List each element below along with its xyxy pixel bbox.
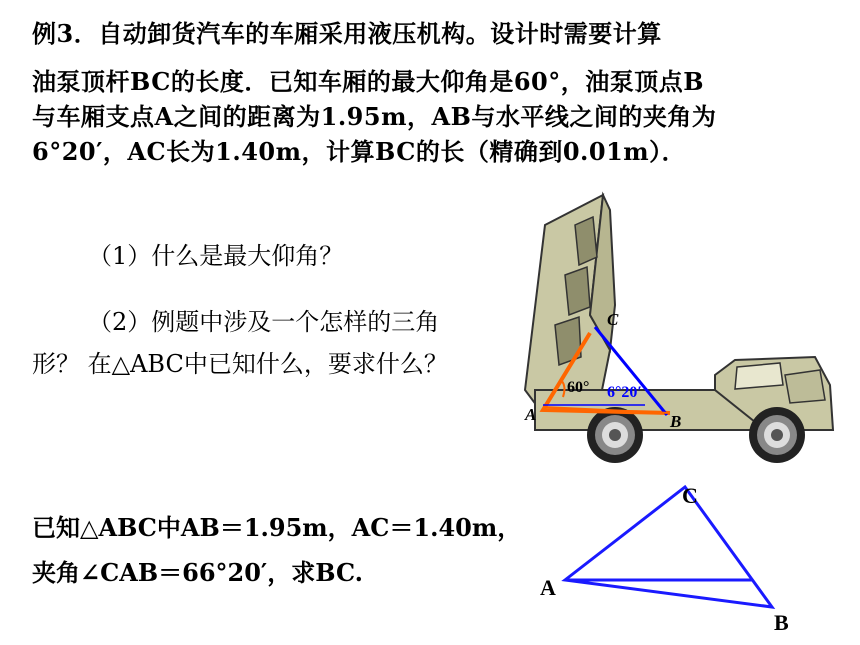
triangle-label-b: B	[774, 610, 789, 635]
problem-line-1: 例3．自动卸货汽车的车厢采用液压机构。设计时需要计算	[32, 19, 662, 48]
truck-hood	[785, 370, 825, 403]
problem-line-3: 与车厢支点A之间的距离为1.95m，AB与水平线之间的夹角为	[32, 102, 717, 131]
triangle-abc	[565, 487, 772, 607]
front-wheel	[587, 407, 643, 463]
question-1: （1）什么是最大仰角？	[88, 242, 344, 270]
question-2-part-a: （2）例题中涉及一个怎样的三角	[88, 308, 440, 336]
given-line-1: 已知△ABC中AB＝1.95m，AC＝1.40m，	[32, 513, 522, 542]
problem-line-2: 油泵顶杆BC的长度．已知车厢的最大仰角是60°，油泵顶点B	[32, 67, 705, 96]
truck-label-c: C	[607, 310, 619, 329]
triangle-label-a: A	[540, 575, 556, 600]
triangle-abc-diagram	[530, 475, 830, 640]
question-2-part-b: 形？ 在△ABC中已知什么，要求什么？	[32, 350, 448, 378]
truck-cab-window	[735, 363, 783, 389]
dump-truck-illustration	[515, 185, 845, 465]
given-line-2: 夹角∠CAB＝66°20′，求BC.	[32, 558, 364, 587]
truck-label-b: B	[670, 412, 682, 431]
truck-angle-6-20-label: 6°20′	[607, 384, 642, 401]
problem-line-4: 6°20′，AC长为1.40m，计算BC的长（精确到0.01m）．	[32, 137, 687, 166]
rear-wheel	[749, 407, 805, 463]
triangle-label-c: C	[682, 483, 698, 508]
truck-label-a: A	[525, 405, 537, 424]
truck-angle-60-label: 60°	[567, 379, 590, 396]
